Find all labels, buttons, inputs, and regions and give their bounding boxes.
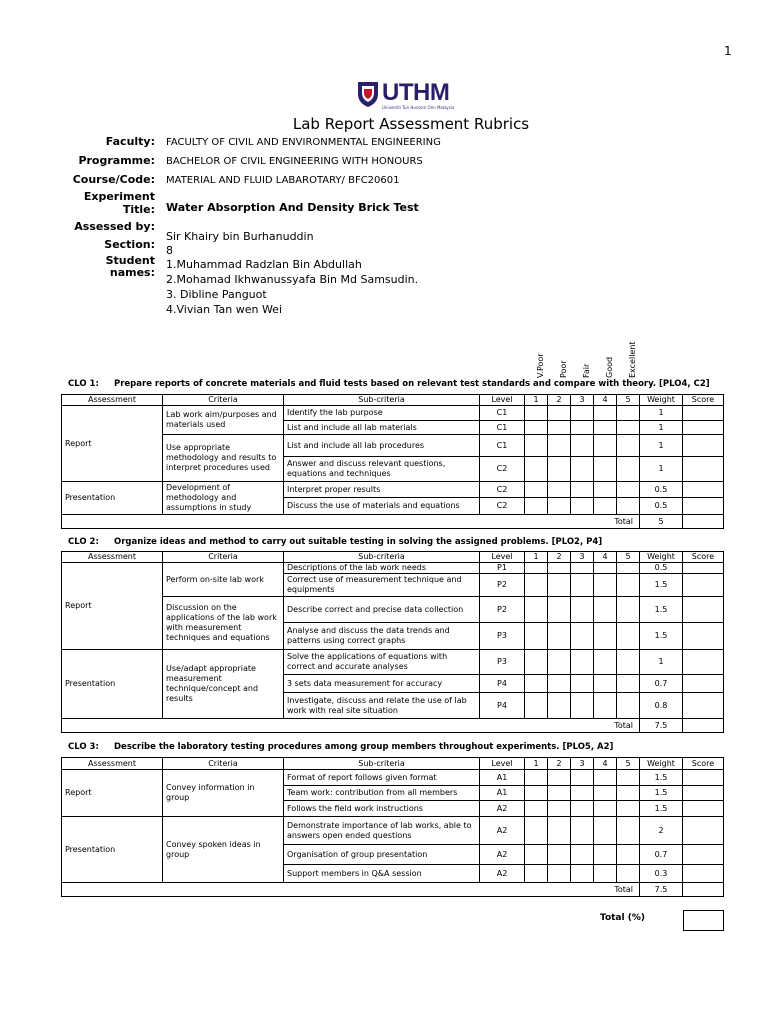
table-cell [548, 435, 571, 457]
table-cell [571, 597, 594, 623]
column-header: 5 [617, 395, 640, 406]
experiment-label-2: Title: [122, 203, 155, 216]
table-row [62, 650, 724, 675]
table-cell [594, 597, 617, 623]
table-cell: C2 [480, 457, 525, 482]
table-cell: A2 [480, 865, 525, 883]
table-cell [617, 845, 640, 865]
clo3-text: Describe the laboratory testing procedures among group members throughout experiments. [PLO5, A2] [114, 742, 614, 752]
table-cell [594, 650, 617, 675]
table-cell [617, 597, 640, 623]
scale-label: Fair [582, 363, 591, 378]
table-cell [594, 498, 617, 515]
table-cell [594, 435, 617, 457]
table-cell [525, 597, 548, 623]
table-cell [617, 675, 640, 693]
logo-word: UTHM [382, 79, 450, 106]
table-cell [548, 498, 571, 515]
table-cell [548, 865, 571, 883]
assessment-cell: Presentation [62, 650, 163, 719]
column-header: Criteria [163, 758, 284, 770]
assessment-cell: Presentation [62, 817, 163, 883]
table-cell: Discuss the use of materials and equations [284, 498, 480, 515]
table-cell [525, 574, 548, 597]
table-cell: 1 [640, 421, 683, 435]
clo1-text: Prepare reports of concrete materials and fluid tests based on relevant test standards and compare with theory. [PLO4, C2] [114, 379, 710, 389]
column-header: Score [683, 395, 724, 406]
table-row [62, 482, 724, 498]
table-cell [683, 597, 724, 623]
student-name: 2.Mohamad Ikhwanussyafa Bin Md Samsudin. [166, 273, 419, 286]
student-name: 1.Muhammad Radzlan Bin Abdullah [166, 258, 362, 271]
assessment-cell: Report [62, 563, 163, 650]
table-cell [683, 719, 724, 733]
column-header: Criteria [163, 552, 284, 563]
page-number: 1 [724, 44, 732, 58]
table-cell [594, 801, 617, 817]
section-label: Section: [104, 238, 155, 251]
table-cell: 0.8 [640, 693, 683, 719]
table-cell [617, 457, 640, 482]
grand-total-input[interactable] [683, 910, 724, 931]
assessed-value: Sir Khairy bin Burhanuddin [166, 230, 314, 243]
table-cell: 0.5 [640, 498, 683, 515]
table-cell: 0.7 [640, 675, 683, 693]
column-header: Criteria [163, 395, 284, 406]
criteria-cell: Development of methodology and assumptions in study [163, 482, 284, 515]
table-cell [594, 675, 617, 693]
table-cell [571, 457, 594, 482]
clo3-code: CLO 3: [68, 742, 99, 752]
student-name: 3. Dibline Panguot [166, 288, 267, 301]
column-header: Sub-criteria [284, 395, 480, 406]
column-header: 1 [525, 758, 548, 770]
table-cell [525, 482, 548, 498]
table-cell [617, 482, 640, 498]
table-cell [525, 770, 548, 786]
score-cell[interactable] [571, 406, 594, 421]
table-cell [683, 435, 724, 457]
assessed-label: Assessed by: [74, 220, 155, 233]
clo2-table [61, 551, 724, 733]
table-cell: 1.5 [640, 623, 683, 650]
column-header: Score [683, 758, 724, 770]
table-cell [683, 574, 724, 597]
course-label: Course/Code: [72, 173, 155, 186]
table-cell [548, 482, 571, 498]
criteria-cell: Use appropriate methodology and results to interpret procedures used [163, 435, 284, 482]
table-cell: Total [62, 515, 640, 529]
table-cell [525, 845, 548, 865]
table-cell [571, 650, 594, 675]
table-cell [548, 563, 571, 574]
score-input[interactable] [683, 406, 724, 421]
table-cell: List and include all lab materials [284, 421, 480, 435]
table-cell: P3 [480, 623, 525, 650]
table-cell [548, 675, 571, 693]
table-cell [548, 623, 571, 650]
score-cell[interactable] [594, 406, 617, 421]
table-cell: Solve the applications of equations with correct and accurate analyses [284, 650, 480, 675]
table-cell [571, 435, 594, 457]
column-header: Sub-criteria [284, 758, 480, 770]
table-cell [683, 515, 724, 529]
clo2-heading [68, 537, 602, 547]
score-cell[interactable] [617, 406, 640, 421]
column-header: 3 [571, 395, 594, 406]
total-row [62, 515, 724, 529]
table-cell [571, 574, 594, 597]
table-cell [683, 865, 724, 883]
column-header: 3 [571, 758, 594, 770]
students-label-2: names: [109, 266, 155, 279]
table-cell: Interpret proper results [284, 482, 480, 498]
scale-label: Good [605, 356, 614, 378]
table-cell [683, 457, 724, 482]
table-cell [571, 801, 594, 817]
table-row [62, 817, 724, 845]
table-cell [525, 457, 548, 482]
table-cell: A1 [480, 786, 525, 801]
students-label-1: Student [105, 254, 155, 267]
table-cell: 1 [640, 406, 683, 421]
table-cell [594, 574, 617, 597]
table-cell: P3 [480, 650, 525, 675]
table-cell: C1 [480, 421, 525, 435]
table-cell [617, 623, 640, 650]
table-cell: Total [62, 719, 640, 733]
column-header: 1 [525, 552, 548, 563]
table-cell [525, 786, 548, 801]
experiment-value: Water Absorption And Density Brick Test [166, 201, 419, 214]
table-cell [548, 770, 571, 786]
clo3-table [61, 757, 724, 897]
experiment-label-1: Experiment [83, 190, 155, 203]
table-cell [683, 786, 724, 801]
criteria-cell: Convey information in group [163, 770, 284, 817]
table-cell [683, 801, 724, 817]
criteria-cell: Convey spoken ideas in group [163, 817, 284, 883]
column-header: Level [480, 395, 525, 406]
table-cell [617, 865, 640, 883]
table-cell [525, 675, 548, 693]
assessment-cell: Report [62, 770, 163, 817]
table-cell: Descriptions of the lab work needs [284, 563, 480, 574]
table-cell [594, 421, 617, 435]
table-cell: 1 [640, 435, 683, 457]
table-cell [571, 845, 594, 865]
clo1-code: CLO 1: [68, 379, 99, 389]
table-cell [594, 817, 617, 845]
table-cell [617, 435, 640, 457]
criteria-cell: Use/adapt appropriate measurement technique/concept and results [163, 650, 284, 719]
table-cell [571, 693, 594, 719]
table-cell [525, 801, 548, 817]
table-cell [683, 482, 724, 498]
table-cell [683, 675, 724, 693]
column-header: 4 [594, 552, 617, 563]
table-cell: 1 [640, 650, 683, 675]
grand-total-label: Total (%) [600, 913, 645, 923]
table-cell: C1 [480, 406, 525, 421]
table-cell [617, 801, 640, 817]
table-cell: List and include all lab procedures [284, 435, 480, 457]
table-cell: A2 [480, 801, 525, 817]
assessment-cell: Presentation [62, 482, 163, 515]
table-cell: 1 [640, 457, 683, 482]
table-cell [617, 574, 640, 597]
table-cell: Investigate, discuss and relate the use of lab work with real site situation [284, 693, 480, 719]
table-cell: P2 [480, 597, 525, 623]
table-cell: Correct use of measurement technique and equipments [284, 574, 480, 597]
score-cell[interactable] [525, 406, 548, 421]
column-header: Assessment [62, 758, 163, 770]
column-header: Assessment [62, 395, 163, 406]
clo2-text: Organize ideas and method to carry out suitable testing in solving the assigned problems. [PLO2, P4] [114, 537, 603, 547]
table-cell: Demonstrate importance of lab works, able to answers open ended questions [284, 817, 480, 845]
document-title: Lab Report Assessment Rubrics [292, 115, 530, 133]
column-header: Weight [640, 552, 683, 563]
table-row [62, 563, 724, 574]
table-cell [594, 693, 617, 719]
table-cell [571, 770, 594, 786]
table-cell: Format of report follows given format [284, 770, 480, 786]
table-cell [594, 786, 617, 801]
total-row [62, 719, 724, 733]
criteria-cell: Discussion on the applications of the lab work with measurement techniques and equations [163, 597, 284, 650]
table-cell: Organisation of group presentation [284, 845, 480, 865]
table-cell: Answer and discuss relevant questions, equations and techniques [284, 457, 480, 482]
table-cell [548, 650, 571, 675]
uthm-logo [357, 80, 457, 114]
table-cell [617, 563, 640, 574]
table-cell [548, 421, 571, 435]
column-header: 4 [594, 395, 617, 406]
table-cell: 3 sets data measurement for accuracy [284, 675, 480, 693]
table-cell [617, 817, 640, 845]
table-cell: 7.5 [640, 883, 683, 897]
table-header-row [62, 552, 724, 563]
table-cell: Team work: contribution from all members [284, 786, 480, 801]
table-cell: 0.7 [640, 845, 683, 865]
table-cell [548, 801, 571, 817]
table-cell: 1.5 [640, 597, 683, 623]
table-cell: C1 [480, 435, 525, 457]
table-cell: 5 [640, 515, 683, 529]
scale-label: V.Poor [536, 353, 545, 378]
table-cell [683, 817, 724, 845]
table-cell: 0.5 [640, 482, 683, 498]
table-cell [571, 482, 594, 498]
section-value: 8 [166, 244, 173, 257]
table-cell: A2 [480, 845, 525, 865]
table-cell: P4 [480, 693, 525, 719]
table-cell [571, 498, 594, 515]
table-cell [683, 650, 724, 675]
column-header: Level [480, 552, 525, 563]
table-cell [617, 770, 640, 786]
column-header: 5 [617, 758, 640, 770]
table-cell: 7.5 [640, 719, 683, 733]
column-header: 5 [617, 552, 640, 563]
scale-label: Poor [559, 360, 568, 378]
table-cell [683, 883, 724, 897]
table-cell [594, 563, 617, 574]
table-header-row [62, 758, 724, 770]
score-cell[interactable] [548, 406, 571, 421]
table-cell [617, 693, 640, 719]
uthm-crest-icon [357, 80, 379, 108]
course-value: MATERIAL AND FLUID LABAROTARY/ BFC20601 [166, 175, 400, 186]
column-header: 2 [548, 758, 571, 770]
table-cell [525, 865, 548, 883]
table-cell: Describe correct and precise data collection [284, 597, 480, 623]
table-cell: Follows the field work instructions [284, 801, 480, 817]
table-cell [594, 865, 617, 883]
table-cell [571, 865, 594, 883]
table-cell: Analyse and discuss the data trends and patterns using correct graphs [284, 623, 480, 650]
table-header-row [62, 395, 724, 406]
table-cell [548, 693, 571, 719]
table-cell [594, 457, 617, 482]
table-cell [525, 693, 548, 719]
table-cell [683, 563, 724, 574]
table-cell [548, 786, 571, 801]
column-header: Score [683, 552, 724, 563]
student-name: 4.Vivian Tan wen Wei [166, 303, 283, 316]
column-header: Sub-criteria [284, 552, 480, 563]
table-cell [548, 817, 571, 845]
table-cell: C2 [480, 482, 525, 498]
table-cell: A1 [480, 770, 525, 786]
table-cell [525, 650, 548, 675]
table-cell [525, 435, 548, 457]
table-cell [548, 597, 571, 623]
table-cell [548, 574, 571, 597]
column-header: 3 [571, 552, 594, 563]
table-cell: Identify the lab purpose [284, 406, 480, 421]
clo1-table [61, 394, 724, 529]
table-cell [594, 623, 617, 650]
table-cell [548, 457, 571, 482]
table-cell: P1 [480, 563, 525, 574]
programme-value: BACHELOR OF CIVIL ENGINEERING WITH HONOURS [166, 156, 423, 167]
table-cell: P4 [480, 675, 525, 693]
faculty-value: FACULTY OF CIVIL AND ENVIRONMENTAL ENGINEERING [166, 137, 441, 148]
clo3-heading [68, 742, 613, 752]
table-cell [594, 770, 617, 786]
table-cell [571, 563, 594, 574]
table-cell: Total [62, 883, 640, 897]
column-header: 4 [594, 758, 617, 770]
table-cell [525, 623, 548, 650]
table-row [62, 406, 724, 421]
table-cell [683, 693, 724, 719]
column-header: Assessment [62, 552, 163, 563]
table-cell [525, 563, 548, 574]
table-cell [683, 421, 724, 435]
table-cell: C2 [480, 498, 525, 515]
table-cell: P2 [480, 574, 525, 597]
table-cell [571, 817, 594, 845]
table-cell: 1.5 [640, 786, 683, 801]
table-cell [617, 786, 640, 801]
table-cell [571, 623, 594, 650]
table-cell [617, 498, 640, 515]
table-cell: 0.3 [640, 865, 683, 883]
clo2-code: CLO 2: [68, 537, 99, 547]
table-cell [525, 498, 548, 515]
table-cell [594, 845, 617, 865]
table-cell [525, 421, 548, 435]
column-header: 1 [525, 395, 548, 406]
column-header: Weight [640, 395, 683, 406]
criteria-cell: Perform on-site lab work [163, 563, 284, 597]
table-cell: 1.5 [640, 574, 683, 597]
table-cell: A2 [480, 817, 525, 845]
table-cell [548, 845, 571, 865]
assessment-cell: Report [62, 406, 163, 482]
table-cell [571, 675, 594, 693]
table-cell [617, 421, 640, 435]
table-cell [594, 482, 617, 498]
column-header: Level [480, 758, 525, 770]
column-header: 2 [548, 552, 571, 563]
table-cell [571, 421, 594, 435]
table-cell: Support members in Q&A session [284, 865, 480, 883]
criteria-cell: Lab work aim/purposes and materials used [163, 406, 284, 435]
table-cell [683, 770, 724, 786]
table-cell: 1.5 [640, 801, 683, 817]
table-cell [683, 845, 724, 865]
column-header: 2 [548, 395, 571, 406]
programme-label: Programme: [78, 154, 155, 167]
clo1-heading [68, 379, 710, 389]
table-cell [571, 786, 594, 801]
column-header: Weight [640, 758, 683, 770]
table-cell [525, 817, 548, 845]
total-row [62, 883, 724, 897]
table-cell [683, 498, 724, 515]
table-cell [617, 650, 640, 675]
table-cell: 2 [640, 817, 683, 845]
logo-tagline: Universiti Tun Hussein Onn Malaysia [382, 105, 455, 110]
faculty-label: Faculty: [105, 135, 155, 148]
scale-label: Excellent [628, 341, 637, 378]
table-cell: 1.5 [640, 770, 683, 786]
table-cell: 0.5 [640, 563, 683, 574]
table-row [62, 770, 724, 786]
table-cell [683, 623, 724, 650]
